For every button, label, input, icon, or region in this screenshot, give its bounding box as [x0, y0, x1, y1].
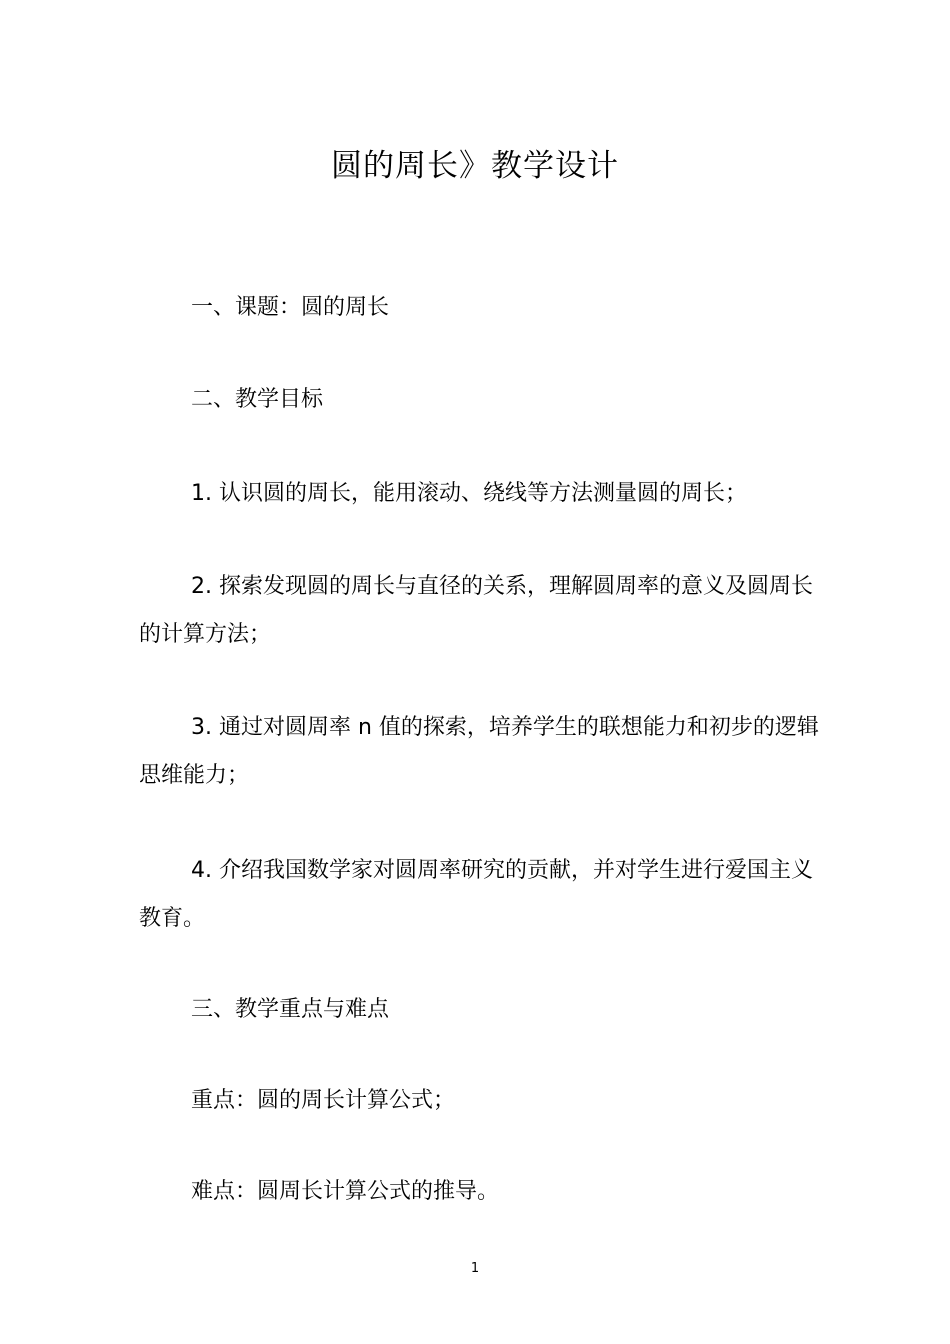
section-heading-topic: 一、课题：圆的周长 — [191, 295, 390, 320]
objective-item-4: 4. 介绍我国数学家对圆周率研究的贡献，并对学生进行爱国主义教育。 — [139, 858, 813, 931]
key-point-text: 重点：圆的周长计算公式； — [191, 1088, 456, 1113]
objective-item-2: 2. 探索发现圆的周长与直径的关系，理解圆周率的意义及圆周长的计算方法； — [139, 574, 813, 647]
document-title: 圆的周长》教学设计 — [331, 148, 619, 184]
difficulty-text: 难点：圆周长计算公式的推导。 — [191, 1179, 500, 1204]
section-heading-key-points: 三、教学重点与难点 — [191, 997, 390, 1022]
section-heading-objectives: 二、教学目标 — [191, 387, 324, 412]
page-number: 1 — [470, 1261, 480, 1276]
objective-item-3: 3. 通过对圆周率 n 值的探索，培养学生的联想能力和初步的逻辑思维能力； — [139, 715, 819, 788]
objective-item-1: 1. 认识圆的周长，能用滚动、绕线等方法测量圆的周长； — [191, 481, 747, 506]
